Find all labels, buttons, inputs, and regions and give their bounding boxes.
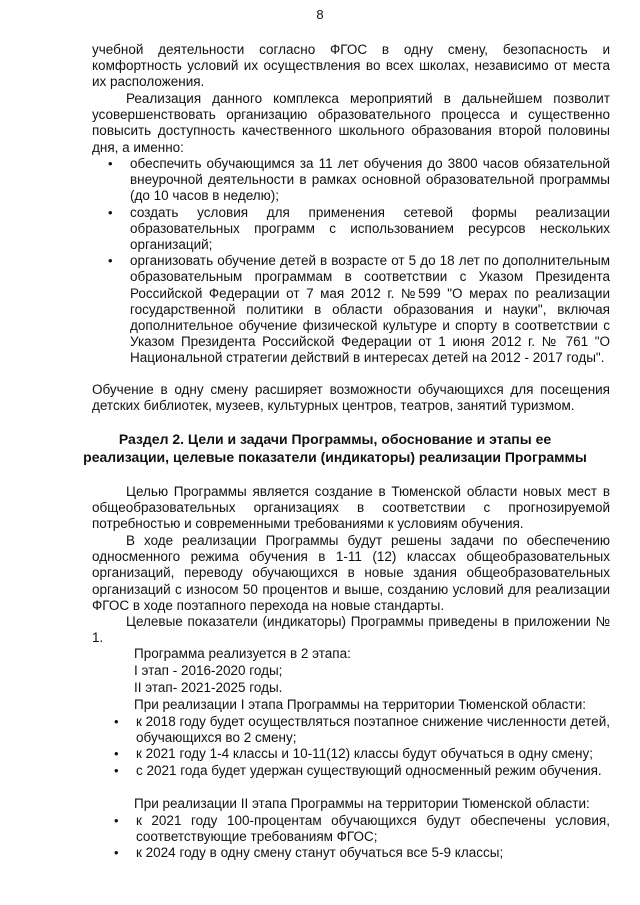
opportunities-list [108, 156, 610, 367]
bullet-icon: • [114, 762, 119, 778]
list-item [108, 253, 610, 366]
stage-2: II этап- 2021-2025 годы. [134, 680, 283, 695]
stage-2-intro: При реализации II этапа Программы на территории Тюменской области: [134, 796, 590, 811]
list-item-text: к 2024 году в одну смену станут обучаться все 5-9 классы; [136, 845, 504, 861]
list-item [114, 762, 610, 779]
bullet-icon: • [114, 714, 119, 729]
paragraph-3: Обучение в одну смену расширяет возможности обучающихся для посещения детских библиотек, музеев, культурных центров, театров, занятий туризмом. [92, 382, 610, 414]
list-item-text: организовать обучение детей в возрасте от 5 до 18 лет по дополнительным образовательным программам в соответствии с Указом Президента Российской Федерации от 7 мая 2012 г. №599 "О мерах по реализации государственной политики в области образования и науки", включая дополнительное обучение физической культуре и спорту в соответствии с Указом Президента Российской Федерации от 1 июня 2012 г. № 761 "О Национальной стратегии действий в интересах детей на 2012 - 2017 годы". [130, 253, 610, 366]
list-item-text: обеспечить обучающимся за 11 лет обучения до 3800 часов обязательной внеурочной деятельности в рамках основной образовательной программы (до 10 часов в неделю); [130, 156, 610, 204]
list-item [114, 845, 610, 861]
paragraph-2: Реализация данного комплекса мероприятий в дальнейшем позволит усовершенствовать организацию образовательного процесса и существенно повысить доступность качественного школьного образования второй половины дня, а именно: [92, 91, 610, 155]
bullet-icon: • [114, 845, 119, 861]
list-item [114, 714, 610, 746]
page-number: 8 [316, 7, 324, 22]
list-item [114, 746, 610, 762]
bullet-icon: • [114, 746, 119, 762]
list-item [108, 156, 610, 205]
section-heading-line-2: реализации, целевые показатели (индикаторы) реализации Программы [83, 449, 587, 465]
paragraph-4: Целью Программы является создание в Тюменской области новых мест в общеобразовательных организациях в соответствии с прогнозируемой потребностью и современными требованиями к условиям обучения. [92, 484, 610, 532]
stage-1-list [114, 714, 610, 779]
stage-1: I этап - 2016-2020 годы; [134, 663, 283, 678]
paragraph-1: учебной деятельности согласно ФГОС в одну смену, безопасность и комфортность условий их осуществления во всех школах, независимо от места их расположения. [92, 42, 610, 90]
list-item-text: создать условия для применения сетевой формы реализации образовательных программ с использованием ресурсов нескольких организаций; [130, 204, 610, 253]
paragraph-6: Целевые показатели (индикаторы) Программы приведены в приложении № 1. [92, 614, 610, 646]
bullet-icon: • [108, 204, 113, 220]
stage-2-list [114, 813, 610, 862]
bullet-icon: • [108, 156, 113, 171]
list-item-text: к 2018 году будет осуществляться поэтапное снижение численности детей, обучающихся во 2 смену; [136, 714, 610, 746]
stages-intro: Программа реализуется в 2 этапа: [134, 646, 351, 661]
bullet-icon: • [114, 813, 119, 828]
list-item [114, 813, 610, 845]
list-item-text: к 2021 году 100-процентам обучающихся будут обеспечены условия, соответствующие требованиям ФГОС; [136, 813, 610, 845]
list-item-text: с 2021 года будет удержан существующий односменный режим обучения. [136, 762, 602, 778]
list-item [108, 204, 610, 254]
list-item-text: к 2021 году 1-4 классы и 10-11(12) классы будут обучаться в одну смену; [136, 746, 594, 762]
stage-1-intro: При реализации I этапа Программы на территории Тюменской области: [134, 697, 586, 712]
paragraph-5: В ходе реализации Программы будут решены задачи по обеспечению односменного режима обучения в 1-11 (12) классах общеобразовательных организаций, переводу обучающихся в новые здания общеобразовательных организаций с износом 50 процентов и выше, созданию условий для реализации ФГОС в ходе поэтапного перехода на новые стандарты. [92, 533, 610, 613]
bullet-icon: • [108, 253, 113, 269]
section-heading-line-1: Раздел 2. Цели и задачи Программы, обоснование и этапы ее [118, 431, 552, 447]
